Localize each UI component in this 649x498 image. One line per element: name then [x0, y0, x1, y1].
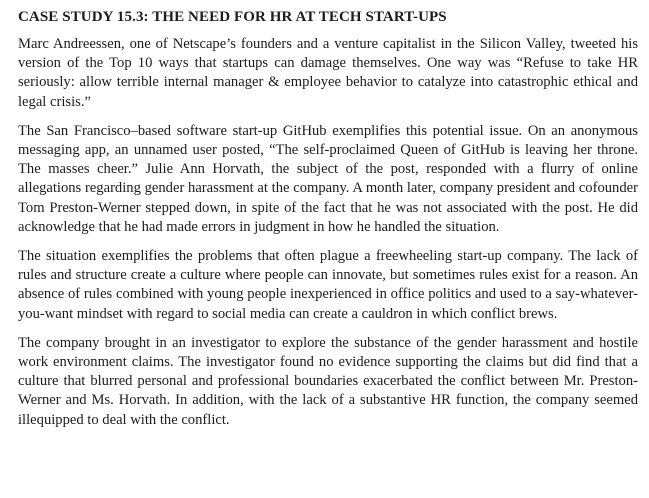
paragraph-github: The San Francisco–based software start-up GitHub exemplifies this potential issue. On an anonymous messaging app, an unnamed user posted, “The self-proclaimed Queen of GitHub is leaving her throne. The masses cheer.” Julie Ann Horvath, the subject of the post, responded with a flurry of online allegations regarding gender harassment at the company. A month later, company president and cofounder Tom Preston-Werner stepped down, in spite of the fact that he was not associated with the post. He did acknowledge that he had made errors in judgment in how he handled the situation. — [18, 122, 638, 235]
paragraph-andreessen: Marc Andreessen, one of Netscape’s founders and a venture capitalist in the Silicon Valley, tweeted his version of the Top 10 ways that startups can damage themselves. One way was “Refuse to take HR seriously: allow terrible internal manager & employee behavior to catalyze into catastrophic ethical and legal crisis.” — [18, 36, 638, 110]
case-study-title: CASE STUDY 15.3: THE NEED FOR HR AT TECH START-UPS — [18, 9, 447, 25]
document-page — [18, 8, 638, 440]
paragraph-investigator: The company brought in an investigator to explore the substance of the gender harassment and hostile work environment claims. The investigator found no evidence supporting the claims but did find that a culture that blurred personal and professional boundaries exacerbated the conflict between Mr. Preston-Werner and Ms. Horvath. In addition, with the lack of a substantive HR function, the company seemed illequipped to deal with the conflict. — [18, 334, 638, 428]
paragraph-situation: The situation exemplifies the problems that often plague a freewheeling start-up company. The lack of rules and structure create a culture where people can innovate, but sometimes rules exist for a reason. An absence of rules combined with young people inexperienced in office politics and used to a say-whatever-you-want mindset with regard to social media can create a cauldron in which conflict brews. — [18, 248, 638, 322]
